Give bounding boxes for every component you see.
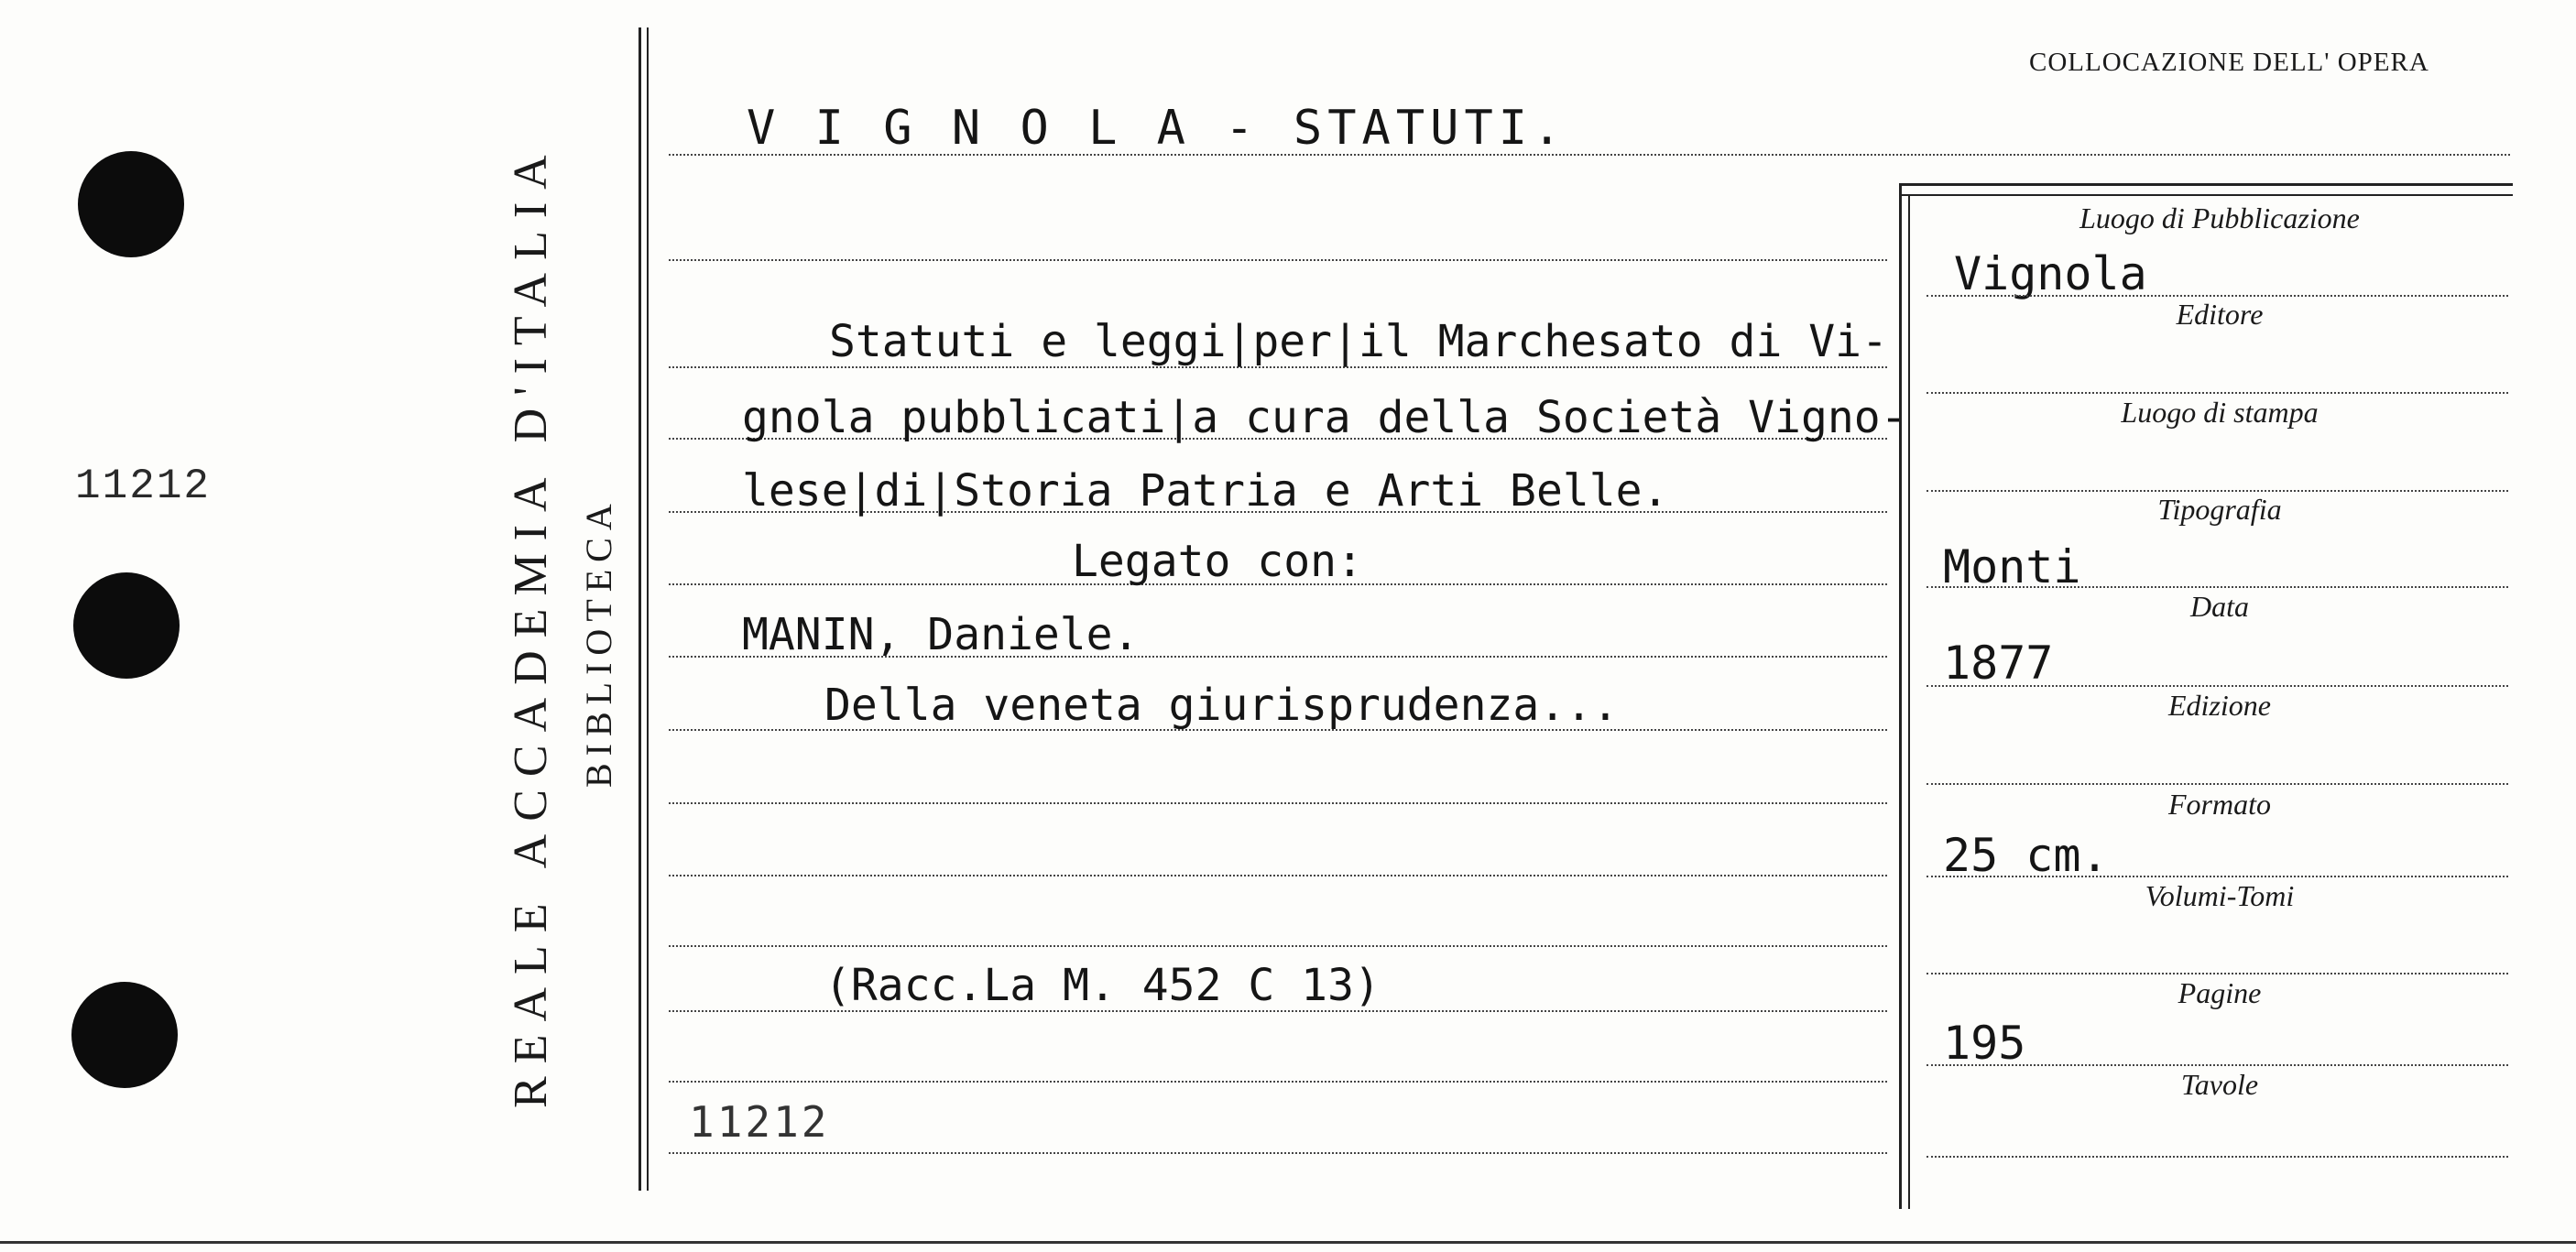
box-top-rule: [1899, 183, 2513, 186]
label-editore: Editore: [2176, 298, 2264, 331]
label-pagine: Pagine: [2178, 976, 2262, 1009]
publication-details-box: [1899, 183, 2513, 1209]
entry-line-5: MANIN, Daniele.: [742, 609, 1140, 660]
field-line: [1927, 295, 2508, 297]
punch-hole-top: [78, 151, 184, 257]
ruled-line: [669, 945, 1887, 947]
entry-heading: V I G N O L A - STATUTI.: [747, 101, 1567, 156]
entry-shelfmark: (Racc.La M. 452 C 13): [824, 960, 1381, 1011]
entry-line-2: gnola pubblicati|a cura della Società Vigno-: [742, 392, 1907, 443]
punch-hole-middle: [73, 572, 180, 679]
field-line: [1927, 1156, 2508, 1158]
ruled-line: [669, 875, 1887, 876]
collocazione-label: COLLOCAZIONE DELL' OPERA: [2029, 48, 2429, 77]
value-formato: 25 cm.: [1943, 829, 2109, 882]
label-volumi-tomi: Volumi-Tomi: [2145, 879, 2295, 912]
label-edizione: Edizione: [2168, 689, 2271, 722]
entry-line-4: Legato con:: [1072, 536, 1363, 587]
ruled-line: [669, 259, 1887, 261]
box-top-rule-inner: [1899, 194, 2513, 196]
field-line: [1927, 1064, 2508, 1066]
inventory-number-margin: 11212: [75, 463, 212, 510]
entry-line-3: lese|di|Storia Patria e Arti Belle.: [742, 465, 1669, 517]
value-luogo-pubblicazione: Vignola: [1954, 247, 2147, 300]
label-luogo-stampa: Luogo di stampa: [2121, 396, 2319, 429]
field-line: [1927, 392, 2508, 394]
ruled-line: [669, 1081, 1887, 1083]
value-pagine: 195: [1943, 1017, 2026, 1070]
value-data: 1877: [1943, 637, 2054, 690]
field-line: [1927, 490, 2508, 492]
field-line: [1927, 876, 2508, 877]
card-bottom-edge: [0, 1241, 2576, 1244]
entry-inventory-stamp: 11212: [689, 1097, 830, 1147]
entry-line-1: Statuti e leggi|per|il Marchesato di Vi-: [829, 316, 1888, 367]
box-left-rule: [1899, 183, 1902, 1209]
punch-hole-bottom: [71, 982, 178, 1088]
field-line: [1927, 685, 2508, 687]
vertical-department-text: BIBLIOTECA: [578, 496, 619, 788]
label-luogo-pubblicazione: Luogo di Pubblicazione: [2079, 201, 2360, 234]
label-formato: Formato: [2168, 788, 2271, 821]
field-line: [1927, 973, 2508, 974]
ruled-line: [669, 802, 1887, 804]
card-divider-rule-1: [639, 27, 641, 1191]
field-line: [1927, 783, 2508, 785]
field-line: [1927, 586, 2508, 588]
ruled-line: [669, 1152, 1887, 1154]
value-tipografia: Monti: [1943, 540, 2081, 593]
label-tavole: Tavole: [2180, 1068, 2259, 1101]
box-left-rule-inner: [1908, 194, 1910, 1209]
vertical-institution-text: REALE ACCADEMIA D'ITALIA: [505, 142, 557, 1108]
label-tipografia: Tipografia: [2157, 493, 2282, 526]
card-divider-rule-2: [647, 27, 649, 1191]
label-data: Data: [2190, 590, 2249, 623]
entry-line-6: Della veneta giurisprudenza...: [824, 680, 1619, 731]
